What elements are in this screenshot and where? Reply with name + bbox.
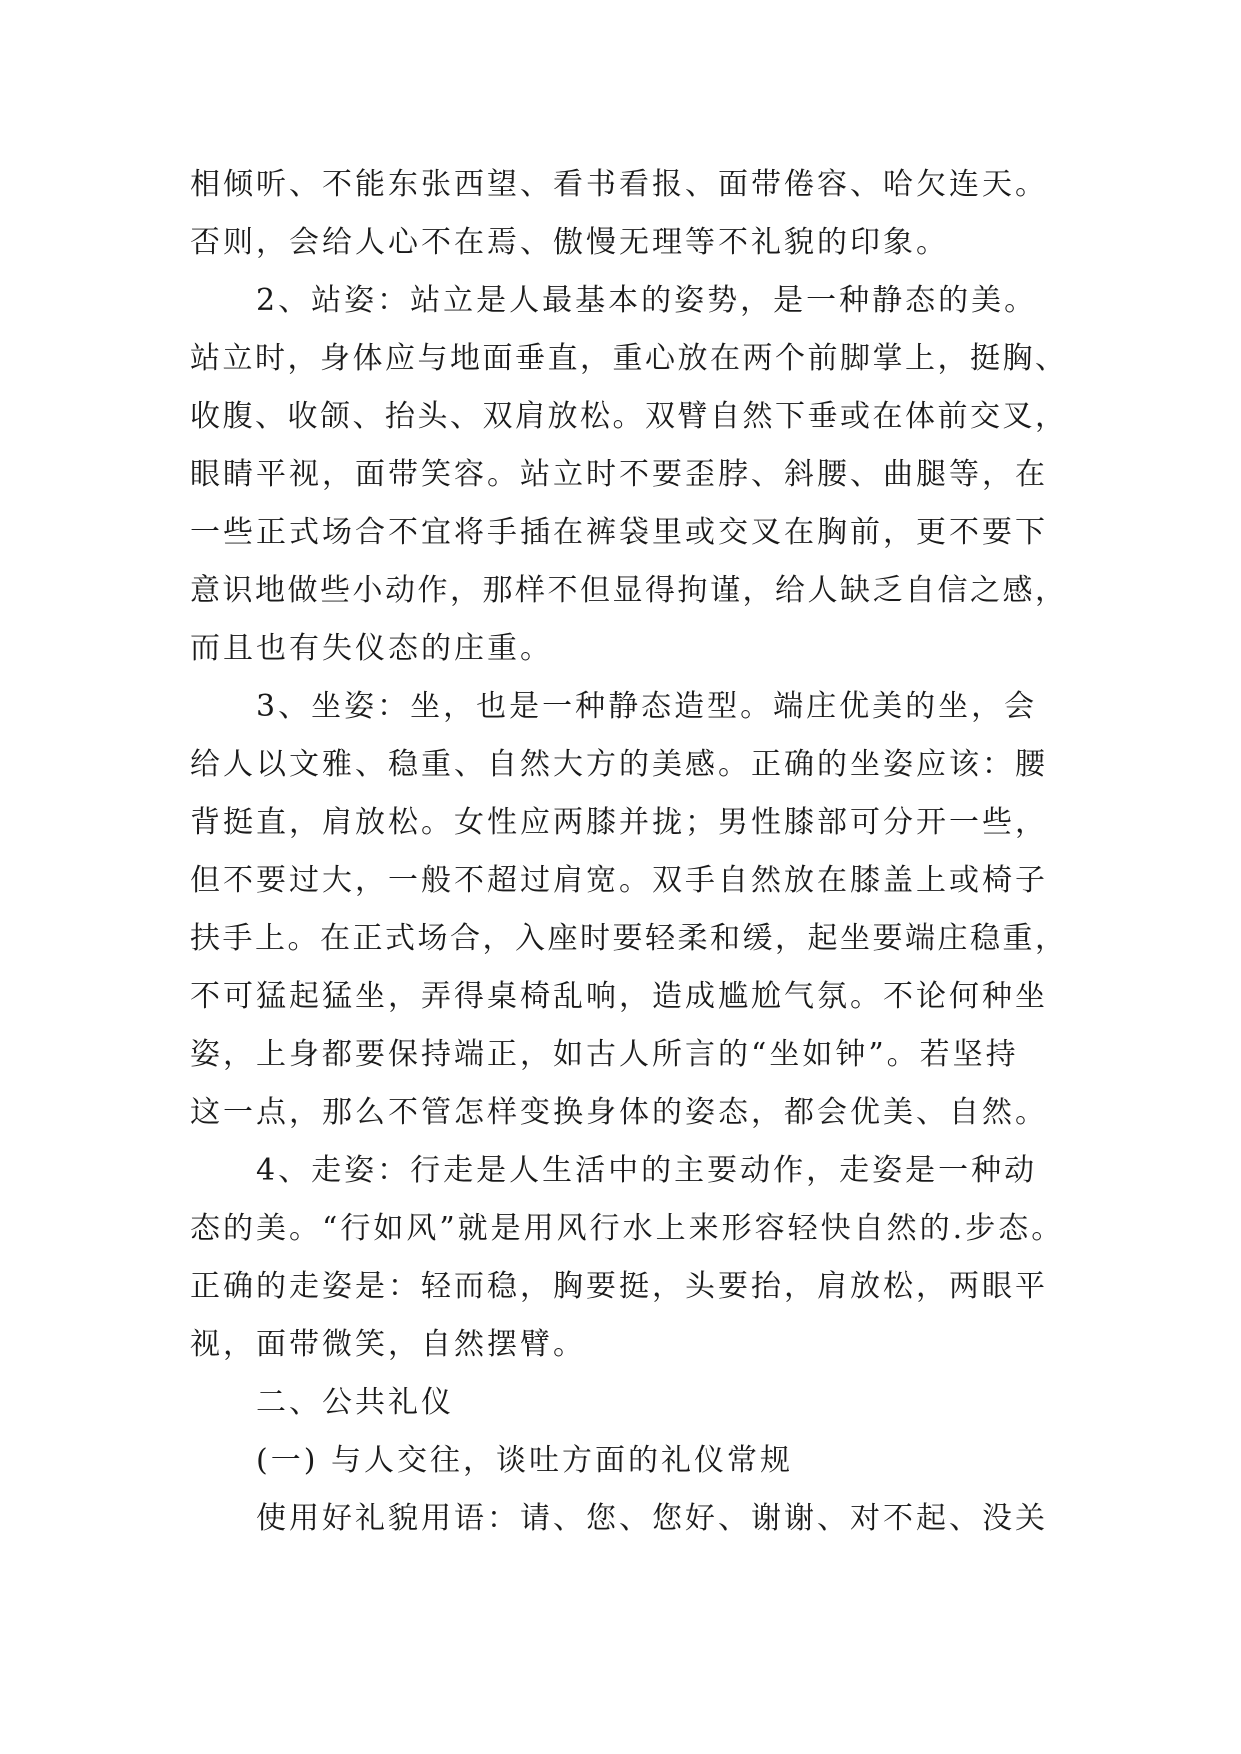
- text-line: 而且也有失仪态的庄重。: [190, 631, 553, 666]
- text-line: 不可猛起猛坐，弄得桌椅乱响，造成尴尬气氛。不论何种坐: [190, 979, 1048, 1014]
- text-line: 姿，上身都要保持端正，如古人所言的“坐如钟”。若坚持: [190, 1037, 1019, 1072]
- text-line: 意识地做些小动作，那样不但显得拘谨，给人缺乏自信之感，: [190, 573, 1068, 608]
- text-line: 这一点，那么不管怎样变换身体的姿态，都会优美、自然。: [190, 1095, 1048, 1130]
- text-line: 一些正式场合不宜将手插在裤袋里或交叉在胸前，更不要下: [190, 515, 1048, 550]
- text-line: 态的美。“行如风”就是用风行水上来形容轻快自然的.步态。: [190, 1211, 1065, 1246]
- text-line: (一) 与人交往，谈吐方面的礼仪常规: [256, 1443, 793, 1478]
- text-line: 3、坐姿：坐，也是一种静态造型。端庄优美的坐，会: [256, 689, 1038, 724]
- text-line: 使用好礼貌用语：请、您、您好、谢谢、对不起、没关: [256, 1501, 1048, 1536]
- text-line: 扶手上。在正式场合，入座时要轻柔和缓，起坐要端庄稳重，: [190, 921, 1068, 956]
- text-line: 视，面带微笑，自然摆臂。: [190, 1327, 586, 1362]
- text-line: 正确的走姿是：轻而稳，胸要挺，头要抬，肩放松，两眼平: [190, 1269, 1048, 1304]
- body-text: [190, 156, 1070, 1548]
- text-line: 收腹、收颌、抬头、双肩放松。双臂自然下垂或在体前交叉，: [190, 399, 1068, 434]
- text-line: 眼睛平视，面带笑容。站立时不要歪脖、斜腰、曲腿等，在: [190, 457, 1048, 492]
- text-line: 站立时，身体应与地面垂直，重心放在两个前脚掌上，挺胸、: [190, 341, 1068, 376]
- text-line: 否则，会给人心不在焉、傲慢无理等不礼貌的印象。: [190, 225, 949, 260]
- text-line: 背挺直，肩放松。女性应两膝并拢；男性膝部可分开一些，: [190, 805, 1048, 840]
- text-line: 2、站姿：站立是人最基本的姿势，是一种静态的美。: [256, 283, 1038, 318]
- text-line: 但不要过大，一般不超过肩宽。双手自然放在膝盖上或椅子: [190, 863, 1048, 898]
- text-line: 相倾听、不能东张西望、看书看报、面带倦容、哈欠连天。: [190, 167, 1048, 202]
- text-line: 给人以文雅、稳重、自然大方的美感。正确的坐姿应该：腰: [190, 747, 1048, 782]
- text-line: 4、走姿：行走是人生活中的主要动作，走姿是一种动: [256, 1153, 1038, 1188]
- text-line: 二、公共礼仪: [256, 1385, 454, 1420]
